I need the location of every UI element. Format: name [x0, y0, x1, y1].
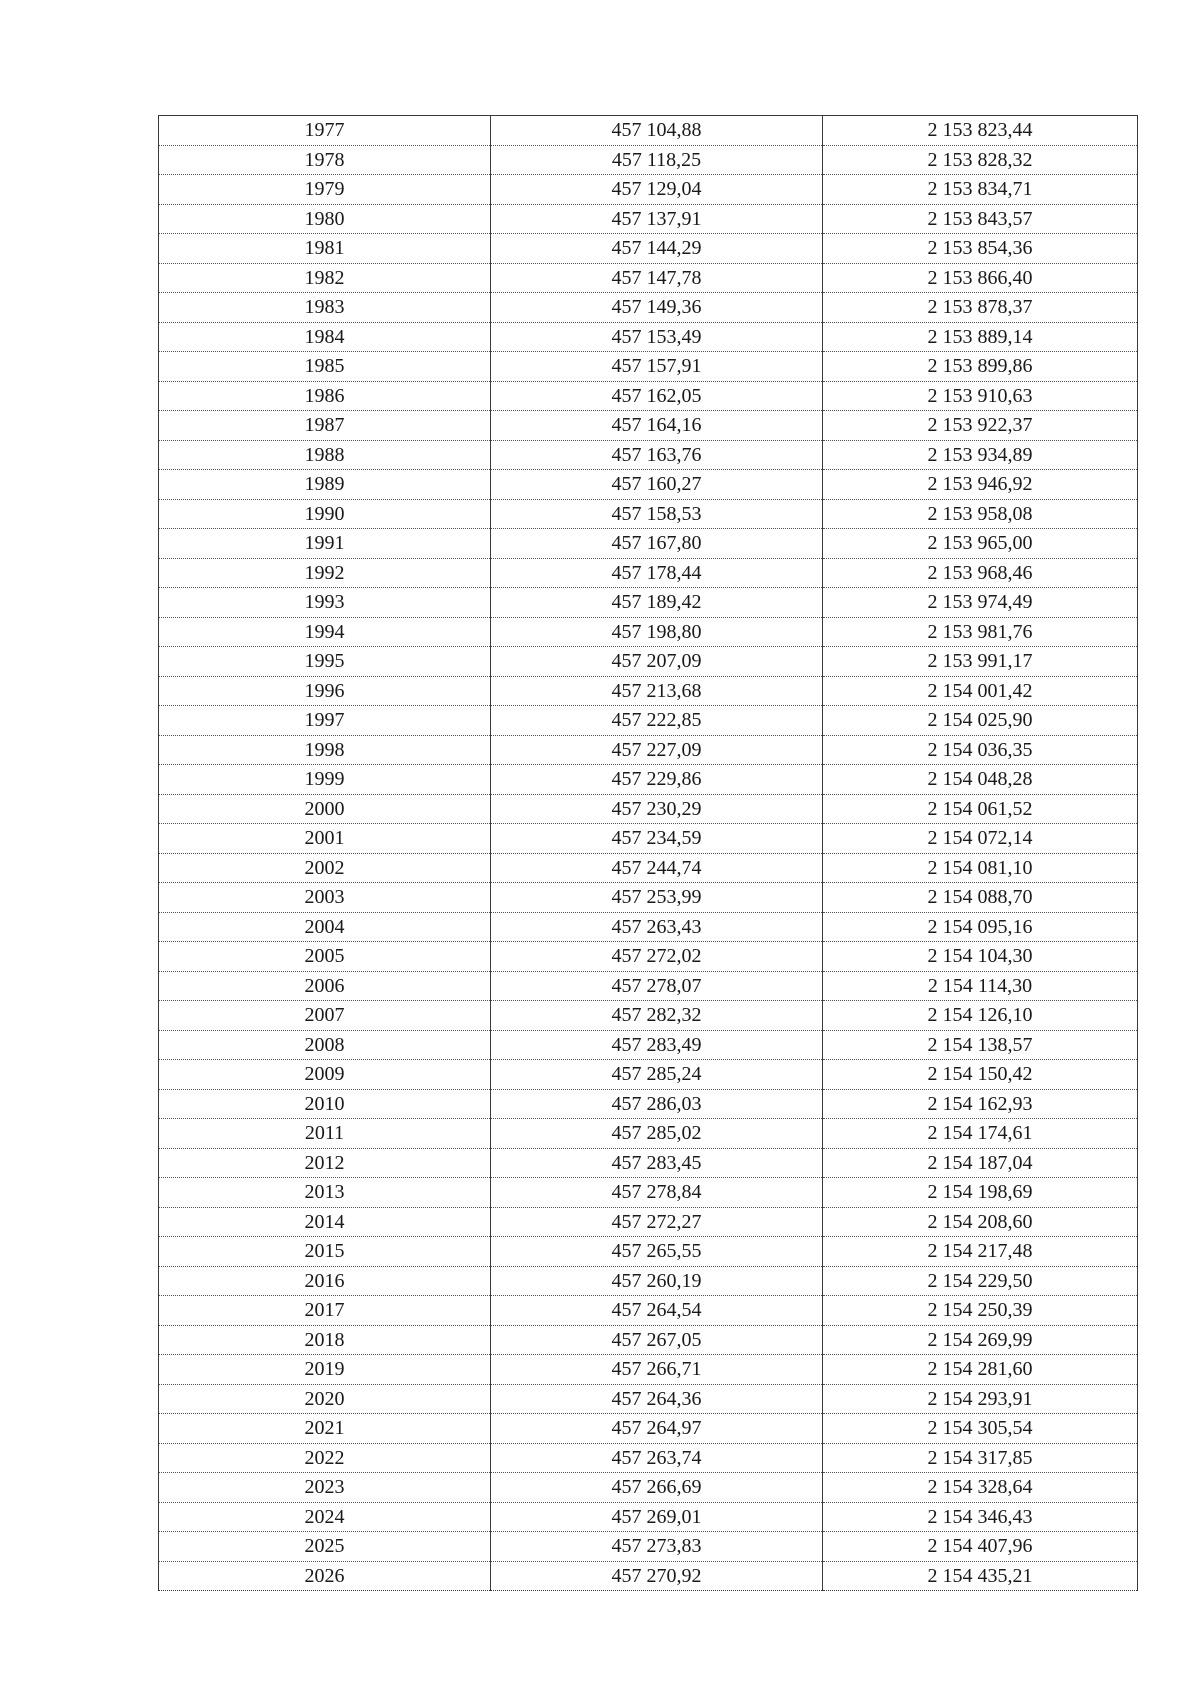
table-row — [159, 647, 1138, 677]
table-row — [159, 234, 1138, 264]
x-coordinate-cell: 457 227,09 — [491, 735, 823, 765]
y-coordinate-cell: 2 153 981,76 — [823, 617, 1138, 647]
point-number-cell: 1982 — [159, 263, 491, 293]
point-number-cell: 2006 — [159, 971, 491, 1001]
point-number-cell: 2011 — [159, 1119, 491, 1149]
y-coordinate-cell: 2 154 217,48 — [823, 1237, 1138, 1267]
table-row — [159, 529, 1138, 559]
point-number-cell: 1997 — [159, 706, 491, 736]
x-coordinate-cell: 457 264,36 — [491, 1384, 823, 1414]
table-row — [159, 470, 1138, 500]
point-number-cell: 1992 — [159, 558, 491, 588]
point-number-cell: 2016 — [159, 1266, 491, 1296]
point-number-cell: 2020 — [159, 1384, 491, 1414]
x-coordinate-cell: 457 160,27 — [491, 470, 823, 500]
y-coordinate-cell: 2 153 974,49 — [823, 588, 1138, 618]
table-row — [159, 1473, 1138, 1503]
table-row — [159, 706, 1138, 736]
y-coordinate-cell: 2 154 305,54 — [823, 1414, 1138, 1444]
point-number-cell: 1993 — [159, 588, 491, 618]
x-coordinate-cell: 457 207,09 — [491, 647, 823, 677]
point-number-cell: 2017 — [159, 1296, 491, 1326]
y-coordinate-cell: 2 154 317,85 — [823, 1443, 1138, 1473]
table-row — [159, 1502, 1138, 1532]
point-number-cell: 2026 — [159, 1561, 491, 1591]
x-coordinate-cell: 457 270,92 — [491, 1561, 823, 1591]
x-coordinate-cell: 457 285,02 — [491, 1119, 823, 1149]
x-coordinate-cell: 457 118,25 — [491, 145, 823, 175]
y-coordinate-cell: 2 153 854,36 — [823, 234, 1138, 264]
x-coordinate-cell: 457 230,29 — [491, 794, 823, 824]
y-coordinate-cell: 2 154 072,14 — [823, 824, 1138, 854]
x-coordinate-cell: 457 278,07 — [491, 971, 823, 1001]
point-number-cell: 2002 — [159, 853, 491, 883]
y-coordinate-cell: 2 154 126,10 — [823, 1001, 1138, 1031]
table-row — [159, 735, 1138, 765]
table-row — [159, 1532, 1138, 1562]
y-coordinate-cell: 2 154 269,99 — [823, 1325, 1138, 1355]
point-number-cell: 1996 — [159, 676, 491, 706]
table-row — [159, 381, 1138, 411]
x-coordinate-cell: 457 282,32 — [491, 1001, 823, 1031]
x-coordinate-cell: 457 189,42 — [491, 588, 823, 618]
table-row — [159, 352, 1138, 382]
table-row — [159, 971, 1138, 1001]
point-number-cell: 2010 — [159, 1089, 491, 1119]
table-row — [159, 824, 1138, 854]
point-number-cell: 1977 — [159, 116, 491, 146]
table-row — [159, 204, 1138, 234]
x-coordinate-cell: 457 178,44 — [491, 558, 823, 588]
point-number-cell: 2021 — [159, 1414, 491, 1444]
table-row — [159, 1237, 1138, 1267]
table-row — [159, 1266, 1138, 1296]
y-coordinate-cell: 2 153 823,44 — [823, 116, 1138, 146]
x-coordinate-cell: 457 269,01 — [491, 1502, 823, 1532]
y-coordinate-cell: 2 154 174,61 — [823, 1119, 1138, 1149]
point-number-cell: 1998 — [159, 735, 491, 765]
table-row — [159, 1148, 1138, 1178]
y-coordinate-cell: 2 154 001,42 — [823, 676, 1138, 706]
x-coordinate-cell: 457 198,80 — [491, 617, 823, 647]
x-coordinate-cell: 457 149,36 — [491, 293, 823, 323]
y-coordinate-cell: 2 154 208,60 — [823, 1207, 1138, 1237]
x-coordinate-cell: 457 157,91 — [491, 352, 823, 382]
y-coordinate-cell: 2 153 899,86 — [823, 352, 1138, 382]
point-number-cell: 1983 — [159, 293, 491, 323]
x-coordinate-cell: 457 260,19 — [491, 1266, 823, 1296]
point-number-cell: 1981 — [159, 234, 491, 264]
table-row — [159, 794, 1138, 824]
table-row — [159, 558, 1138, 588]
x-coordinate-cell: 457 153,49 — [491, 322, 823, 352]
table-row — [159, 175, 1138, 205]
x-coordinate-cell: 457 147,78 — [491, 263, 823, 293]
y-coordinate-cell: 2 153 965,00 — [823, 529, 1138, 559]
table-row — [159, 588, 1138, 618]
point-number-cell: 2012 — [159, 1148, 491, 1178]
coordinates-table — [158, 115, 1138, 1591]
point-number-cell: 1991 — [159, 529, 491, 559]
table-row — [159, 617, 1138, 647]
point-number-cell: 2005 — [159, 942, 491, 972]
y-coordinate-cell: 2 153 843,57 — [823, 204, 1138, 234]
x-coordinate-cell: 457 272,02 — [491, 942, 823, 972]
table-row — [159, 145, 1138, 175]
point-number-cell: 2015 — [159, 1237, 491, 1267]
x-coordinate-cell: 457 213,68 — [491, 676, 823, 706]
x-coordinate-cell: 457 266,69 — [491, 1473, 823, 1503]
x-coordinate-cell: 457 278,84 — [491, 1178, 823, 1208]
x-coordinate-cell: 457 144,29 — [491, 234, 823, 264]
table-row — [159, 1561, 1138, 1591]
y-coordinate-cell: 2 154 048,28 — [823, 765, 1138, 795]
y-coordinate-cell: 2 153 991,17 — [823, 647, 1138, 677]
table-row — [159, 1178, 1138, 1208]
y-coordinate-cell: 2 153 828,32 — [823, 145, 1138, 175]
point-number-cell: 1987 — [159, 411, 491, 441]
y-coordinate-cell: 2 153 968,46 — [823, 558, 1138, 588]
x-coordinate-cell: 457 264,97 — [491, 1414, 823, 1444]
point-number-cell: 2004 — [159, 912, 491, 942]
y-coordinate-cell: 2 154 198,69 — [823, 1178, 1138, 1208]
point-number-cell: 1995 — [159, 647, 491, 677]
table-row — [159, 411, 1138, 441]
point-number-cell: 2014 — [159, 1207, 491, 1237]
y-coordinate-cell: 2 154 229,50 — [823, 1266, 1138, 1296]
x-coordinate-cell: 457 244,74 — [491, 853, 823, 883]
point-number-cell: 2000 — [159, 794, 491, 824]
y-coordinate-cell: 2 154 407,96 — [823, 1532, 1138, 1562]
y-coordinate-cell: 2 154 114,30 — [823, 971, 1138, 1001]
table-row — [159, 853, 1138, 883]
table-row — [159, 1355, 1138, 1385]
table-row — [159, 322, 1138, 352]
x-coordinate-cell: 457 283,45 — [491, 1148, 823, 1178]
table-row — [159, 1296, 1138, 1326]
y-coordinate-cell: 2 153 922,37 — [823, 411, 1138, 441]
x-coordinate-cell: 457 229,86 — [491, 765, 823, 795]
point-number-cell: 2003 — [159, 883, 491, 913]
x-coordinate-cell: 457 263,74 — [491, 1443, 823, 1473]
y-coordinate-cell: 2 154 328,64 — [823, 1473, 1138, 1503]
point-number-cell: 2007 — [159, 1001, 491, 1031]
y-coordinate-cell: 2 154 025,90 — [823, 706, 1138, 736]
y-coordinate-cell: 2 154 281,60 — [823, 1355, 1138, 1385]
y-coordinate-cell: 2 154 187,04 — [823, 1148, 1138, 1178]
point-number-cell: 2009 — [159, 1060, 491, 1090]
table-row — [159, 883, 1138, 913]
y-coordinate-cell: 2 154 435,21 — [823, 1561, 1138, 1591]
table-row — [159, 1030, 1138, 1060]
table-row — [159, 765, 1138, 795]
x-coordinate-cell: 457 266,71 — [491, 1355, 823, 1385]
x-coordinate-cell: 457 273,83 — [491, 1532, 823, 1562]
point-number-cell: 2019 — [159, 1355, 491, 1385]
point-number-cell: 2013 — [159, 1178, 491, 1208]
table-row — [159, 1089, 1138, 1119]
point-number-cell: 2024 — [159, 1502, 491, 1532]
x-coordinate-cell: 457 163,76 — [491, 440, 823, 470]
point-number-cell: 1986 — [159, 381, 491, 411]
y-coordinate-cell: 2 154 088,70 — [823, 883, 1138, 913]
y-coordinate-cell: 2 153 934,89 — [823, 440, 1138, 470]
table-row — [159, 293, 1138, 323]
x-coordinate-cell: 457 263,43 — [491, 912, 823, 942]
x-coordinate-cell: 457 167,80 — [491, 529, 823, 559]
table-row — [159, 676, 1138, 706]
table-row — [159, 912, 1138, 942]
y-coordinate-cell: 2 154 150,42 — [823, 1060, 1138, 1090]
point-number-cell: 2008 — [159, 1030, 491, 1060]
table-row — [159, 942, 1138, 972]
table-row — [159, 263, 1138, 293]
table-row — [159, 1207, 1138, 1237]
point-number-cell: 1980 — [159, 204, 491, 234]
x-coordinate-cell: 457 129,04 — [491, 175, 823, 205]
x-coordinate-cell: 457 283,49 — [491, 1030, 823, 1060]
x-coordinate-cell: 457 285,24 — [491, 1060, 823, 1090]
point-number-cell: 1979 — [159, 175, 491, 205]
y-coordinate-cell: 2 154 346,43 — [823, 1502, 1138, 1532]
table-row — [159, 116, 1138, 146]
point-number-cell: 1978 — [159, 145, 491, 175]
table-row — [159, 1443, 1138, 1473]
y-coordinate-cell: 2 154 162,93 — [823, 1089, 1138, 1119]
table-row — [159, 1119, 1138, 1149]
y-coordinate-cell: 2 153 958,08 — [823, 499, 1138, 529]
x-coordinate-cell: 457 222,85 — [491, 706, 823, 736]
point-number-cell: 1994 — [159, 617, 491, 647]
x-coordinate-cell: 457 164,16 — [491, 411, 823, 441]
x-coordinate-cell: 457 162,05 — [491, 381, 823, 411]
x-coordinate-cell: 457 137,91 — [491, 204, 823, 234]
point-number-cell: 1999 — [159, 765, 491, 795]
y-coordinate-cell: 2 154 293,91 — [823, 1384, 1138, 1414]
x-coordinate-cell: 457 253,99 — [491, 883, 823, 913]
y-coordinate-cell: 2 154 061,52 — [823, 794, 1138, 824]
table-row — [159, 1325, 1138, 1355]
x-coordinate-cell: 457 264,54 — [491, 1296, 823, 1326]
x-coordinate-cell: 457 234,59 — [491, 824, 823, 854]
point-number-cell: 1990 — [159, 499, 491, 529]
x-coordinate-cell: 457 158,53 — [491, 499, 823, 529]
y-coordinate-cell: 2 154 095,16 — [823, 912, 1138, 942]
table-row — [159, 499, 1138, 529]
y-coordinate-cell: 2 154 138,57 — [823, 1030, 1138, 1060]
point-number-cell: 2018 — [159, 1325, 491, 1355]
point-number-cell: 2001 — [159, 824, 491, 854]
table-row — [159, 1001, 1138, 1031]
y-coordinate-cell: 2 153 889,14 — [823, 322, 1138, 352]
coordinates-table-body — [159, 116, 1138, 1591]
x-coordinate-cell: 457 265,55 — [491, 1237, 823, 1267]
y-coordinate-cell: 2 154 036,35 — [823, 735, 1138, 765]
y-coordinate-cell: 2 154 104,30 — [823, 942, 1138, 972]
y-coordinate-cell: 2 154 081,10 — [823, 853, 1138, 883]
point-number-cell: 2025 — [159, 1532, 491, 1562]
table-row — [159, 1414, 1138, 1444]
point-number-cell: 2022 — [159, 1443, 491, 1473]
x-coordinate-cell: 457 286,03 — [491, 1089, 823, 1119]
table-row — [159, 1060, 1138, 1090]
point-number-cell: 1989 — [159, 470, 491, 500]
x-coordinate-cell: 457 267,05 — [491, 1325, 823, 1355]
x-coordinate-cell: 457 104,88 — [491, 116, 823, 146]
point-number-cell: 2023 — [159, 1473, 491, 1503]
y-coordinate-cell: 2 153 910,63 — [823, 381, 1138, 411]
point-number-cell: 1984 — [159, 322, 491, 352]
x-coordinate-cell: 457 272,27 — [491, 1207, 823, 1237]
y-coordinate-cell: 2 153 946,92 — [823, 470, 1138, 500]
y-coordinate-cell: 2 153 866,40 — [823, 263, 1138, 293]
y-coordinate-cell: 2 153 834,71 — [823, 175, 1138, 205]
point-number-cell: 1985 — [159, 352, 491, 382]
y-coordinate-cell: 2 153 878,37 — [823, 293, 1138, 323]
table-row — [159, 440, 1138, 470]
point-number-cell: 1988 — [159, 440, 491, 470]
y-coordinate-cell: 2 154 250,39 — [823, 1296, 1138, 1326]
table-row — [159, 1384, 1138, 1414]
